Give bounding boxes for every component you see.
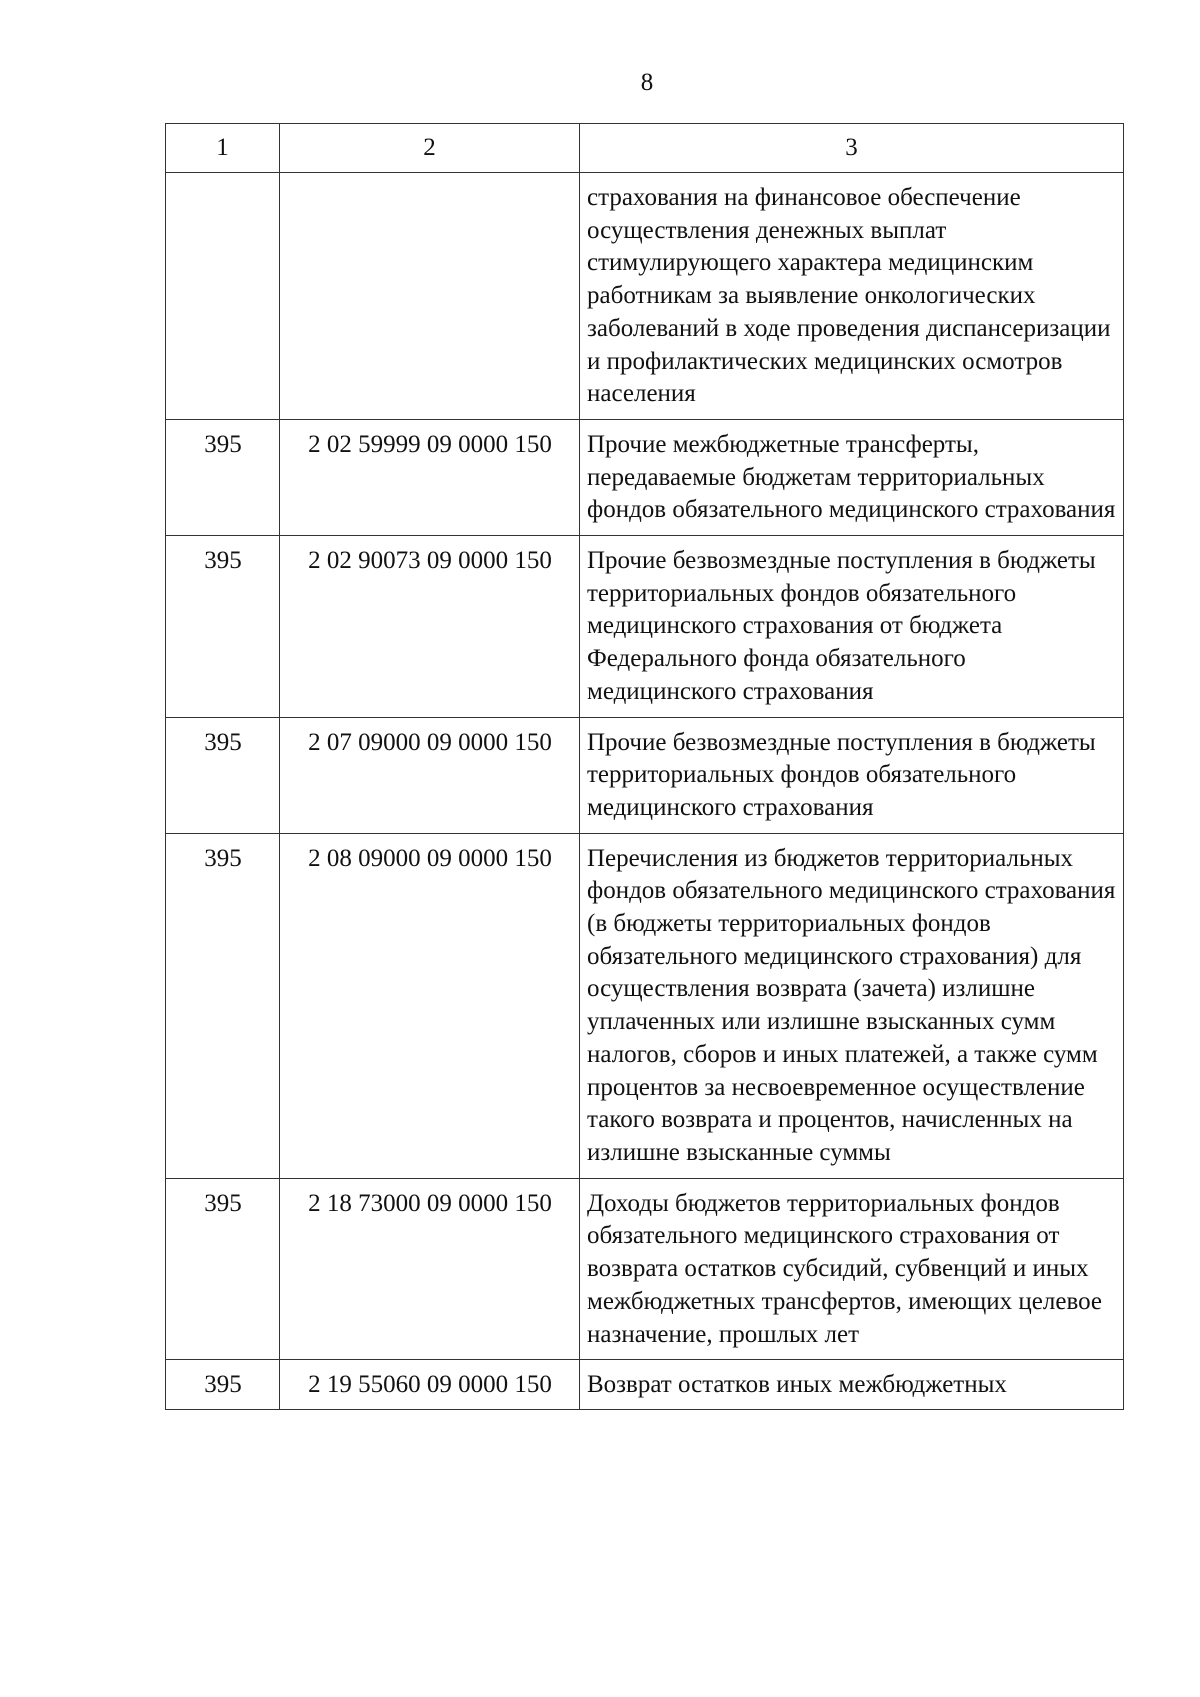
budget-code-cell: 2 18 73000 09 0000 150 (280, 1178, 580, 1360)
column-header-3: 3 (580, 124, 1124, 173)
table-row (166, 833, 1124, 1178)
continuation-text-cell: страхования на финансовое обеспечение осуществления денежных выплат стимулирующего характера медицинским работникам за выявление онкологических заболеваний в ходе проведения диспансеризации и профилактических медицинских осмотров населения (580, 173, 1124, 420)
page-number: 8 (640, 69, 654, 96)
revenue-name-cell: Доходы бюджетов территориальных фондов обязательного медицинского страхования от возврата остатков субсидий, субвенций и иных межбюджетных трансфертов, имеющих целевое назначение, прошлых лет (580, 1178, 1124, 1360)
budget-code-cell: 2 08 09000 09 0000 150 (280, 833, 580, 1178)
admin-code-cell: 395 (166, 1178, 280, 1360)
revenue-name-cell: Прочие безвозмездные поступления в бюджеты территориальных фондов обязательного медицинского страхования от бюджета Федерального фонда обязательного медицинского страхования (580, 536, 1124, 718)
revenue-name-cell: Возврат остатков иных межбюджетных (580, 1360, 1124, 1410)
column-header-2: 2 (280, 124, 580, 173)
admin-cell-empty (166, 173, 280, 420)
budget-code-cell: 2 02 90073 09 0000 150 (280, 536, 580, 718)
admin-code-cell: 395 (166, 1360, 280, 1410)
revenue-codes-table (165, 123, 1124, 1410)
revenue-name-cell: Перечисления из бюджетов территориальных фондов обязательного медицинского страхования (в бюджеты территориальных фондов обязательного медицинского страхования) для осуществления возврата (зачета) излишне уплаченных или излишне взысканных сумм налогов, сборов и иных платежей, а также сумм процентов за несвоевременное осуществление такого возврата и процентов, начисленных на излишне взысканные суммы (580, 833, 1124, 1178)
table-header-row (166, 124, 1124, 173)
table-row (166, 419, 1124, 535)
revenue-name-cell: Прочие межбюджетные трансферты, передаваемые бюджетам территориальных фондов обязательного медицинского страхования (580, 419, 1124, 535)
table-row (166, 536, 1124, 718)
table-row-continuation (166, 173, 1124, 420)
table-row (166, 1360, 1124, 1410)
column-header-1: 1 (166, 124, 280, 173)
admin-code-cell: 395 (166, 833, 280, 1178)
budget-code-cell: 2 19 55060 09 0000 150 (280, 1360, 580, 1410)
table-row (166, 1178, 1124, 1360)
budget-code-cell: 2 07 09000 09 0000 150 (280, 717, 580, 833)
revenue-name-cell: Прочие безвозмездные поступления в бюджеты территориальных фондов обязательного медицинского страхования (580, 717, 1124, 833)
admin-code-cell: 395 (166, 419, 280, 535)
table-row (166, 717, 1124, 833)
code-cell-empty (280, 173, 580, 420)
budget-code-cell: 2 02 59999 09 0000 150 (280, 419, 580, 535)
admin-code-cell: 395 (166, 717, 280, 833)
admin-code-cell: 395 (166, 536, 280, 718)
